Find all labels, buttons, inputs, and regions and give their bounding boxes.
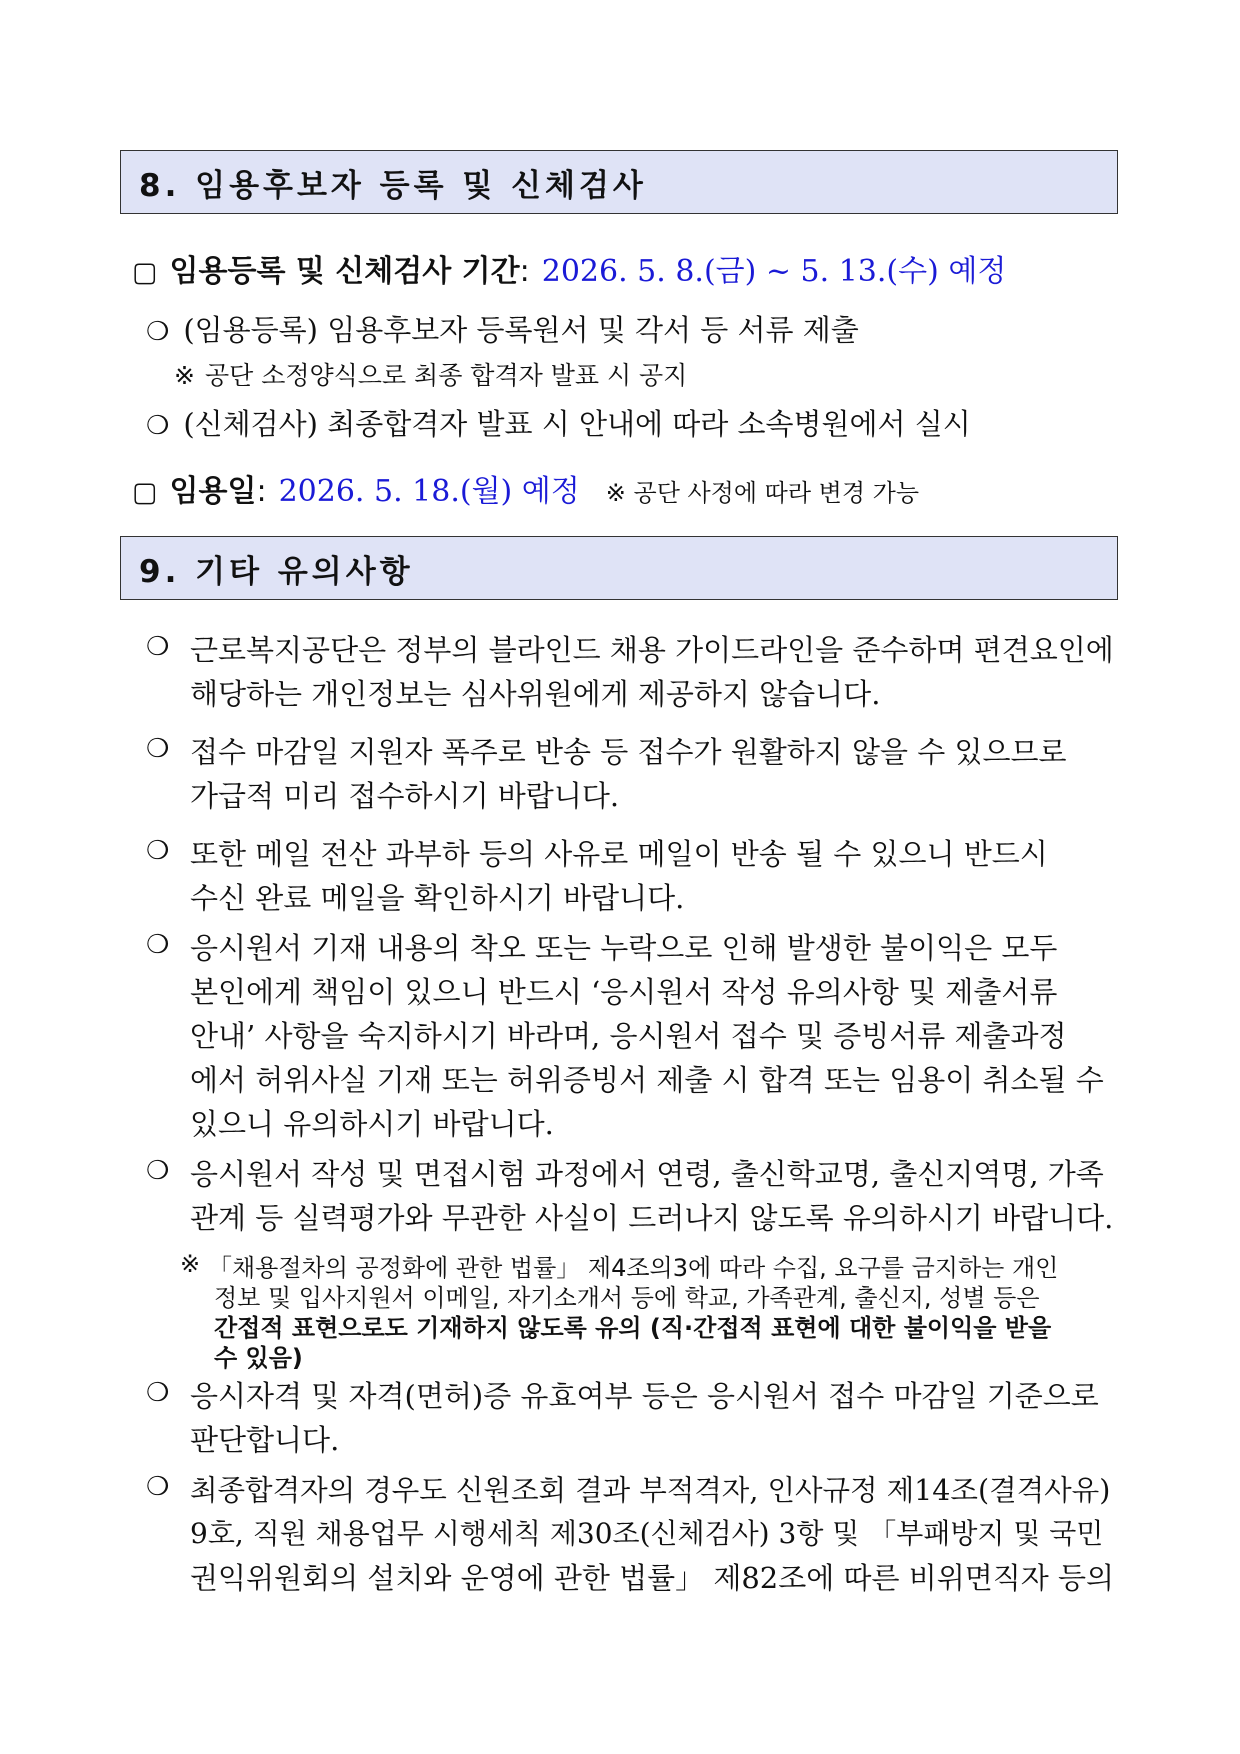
paragraph-4-line-5 — [190, 1102, 554, 1143]
appointment-line — [132, 466, 919, 510]
item-text: (임용등록) 임용후보자 등록원서 및 각서 등 서류 제출 — [183, 313, 859, 347]
text: 근로복지공단은 정부의 블라인드 채용 가이드라인을 준수하며 편견요인에 — [190, 633, 1114, 667]
circle-bullet-icon: ❍ — [146, 1378, 170, 1408]
paragraph-5-line-1 — [190, 1152, 1104, 1193]
text: 안내’ 사항을 숙지하시기 바라며, 응시원서 접수 및 증빙서류 제출과정 — [190, 1019, 1067, 1053]
appointment-value: 2026. 5. 18.(월) 예정 — [278, 474, 580, 509]
period-line — [132, 246, 1006, 290]
note-line-4 — [214, 1338, 303, 1373]
paragraph-2-line-1 — [190, 730, 1067, 771]
circle-bullet-icon: ❍ — [146, 1156, 170, 1186]
text: 정보 및 입사지원서 이메일, 자기소개서 등에 학교, 가족관계, 출신지, 성별 등은 — [214, 1284, 1040, 1312]
reference-mark-icon: ※ — [180, 1250, 201, 1278]
circle-bullet-icon: ❍ — [146, 734, 170, 764]
paragraph-6-line-2 — [190, 1418, 339, 1459]
paragraph-6-line-1 — [190, 1374, 1099, 1415]
text: 가급적 미리 접수하시기 바랍니다. — [190, 779, 620, 813]
text: 수신 완료 메일을 확인하시기 바랍니다. — [190, 881, 685, 915]
list-item — [146, 308, 859, 349]
text: 최종합격자의 경우도 신원조회 결과 부적격자, 인사규정 제14조(결격사유) — [190, 1474, 1111, 1507]
list-item — [146, 402, 971, 443]
text: 권익위원회의 설치와 운영에 관한 법률」 제82조에 따른 비위면직자 등의 — [190, 1561, 1115, 1595]
text: 에서 허위사실 기재 또는 허위증빙서 제출 시 합격 또는 임용이 취소될 수 — [190, 1063, 1104, 1097]
circle-bullet-icon: ❍ — [146, 632, 170, 662]
paragraph-4-line-3 — [190, 1014, 1067, 1055]
item-text: (신체검사) 최종합격자 발표 시 안내에 따라 소속병원에서 실시 — [183, 407, 971, 441]
appointment-label: 임용일 — [169, 474, 257, 509]
text: 또한 메일 전산 과부하 등의 사유로 메일이 반송 될 수 있으니 반드시 — [190, 837, 1048, 871]
text: 「채용절차의 공정화에 관한 법률」 제4조의3에 따라 수집, 요구를 금지하는 개인 — [208, 1254, 1059, 1282]
period-colon: : — [519, 254, 530, 289]
text: 응시원서 작성 및 면접시험 과정에서 연령, 출신학교명, 출신지역명, 가족 — [190, 1157, 1104, 1191]
paragraph-2-line-2 — [190, 774, 619, 815]
checkbox-square-icon: ▢ — [132, 477, 158, 508]
text: 본인에게 책임이 있으니 반드시 ‘응시원서 작성 유의사항 및 제출서류 — [190, 975, 1058, 1009]
circle-bullet-icon: ❍ — [146, 836, 170, 866]
section-8-title: 8. 임용후보자 등록 및 신체검사 — [139, 167, 647, 204]
period-value: 2026. 5. 8.(금) ~ 5. 13.(수) 예정 — [541, 254, 1007, 289]
circle-bullet-icon: ❍ — [146, 930, 170, 960]
section-9-header — [120, 536, 1118, 600]
paragraph-5-line-2 — [190, 1196, 1113, 1237]
circle-bullet-icon: ❍ — [146, 1472, 170, 1502]
note-line-3 — [214, 1308, 1051, 1343]
text: 관계 등 실력평가와 무관한 사실이 드러나지 않도록 유의하시기 바랍니다. — [190, 1201, 1114, 1235]
paragraph-4-line-1 — [190, 926, 1057, 967]
text: 응시원서 기재 내용의 착오 또는 누락으로 인해 발생한 불이익은 모두 — [190, 931, 1058, 965]
checkbox-square-icon: ▢ — [132, 257, 158, 288]
text: 9호, 직원 채용업무 시행세칙 제30조(신체검사) 3항 및 「부패방지 및 국민 — [190, 1517, 1104, 1550]
note-item — [174, 356, 687, 392]
paragraph-3-line-1 — [190, 832, 1048, 873]
text: 수 있음) — [214, 1344, 303, 1372]
text: 있으니 유의하시기 바랍니다. — [190, 1107, 554, 1141]
paragraph-1-line-2 — [190, 672, 880, 713]
section-9-title: 9. 기타 유의사항 — [139, 553, 414, 590]
text: 접수 마감일 지원자 폭주로 반송 등 접수가 원활하지 않을 수 있으므로 — [190, 735, 1067, 769]
text: 판단합니다. — [190, 1423, 340, 1457]
appointment-note: ※ 공단 사정에 따라 변경 가능 — [605, 479, 920, 507]
paragraph-7-line-3 — [190, 1556, 1114, 1597]
paragraph-1-line-1 — [190, 628, 1114, 669]
paragraph-7-line-1 — [190, 1468, 1110, 1509]
appointment-colon: : — [256, 474, 267, 509]
paragraph-4-line-2 — [190, 970, 1057, 1011]
section-8-header — [120, 150, 1118, 214]
text: 해당하는 개인정보는 심사위원에게 제공하지 않습니다. — [190, 677, 881, 711]
paragraph-4-line-4 — [190, 1058, 1104, 1099]
text: 응시자격 및 자격(면허)증 유효여부 등은 응시원서 접수 마감일 기준으로 — [190, 1379, 1099, 1413]
circle-bullet-icon: ❍ — [146, 317, 170, 347]
paragraph-7-line-2 — [190, 1512, 1103, 1552]
note-text: 공단 소정양식으로 최종 합격자 발표 시 공지 — [204, 361, 688, 390]
circle-bullet-icon: ❍ — [146, 411, 170, 441]
period-label: 임용등록 및 신체검사 기간 — [169, 254, 520, 289]
paragraph-3-line-2 — [190, 876, 684, 917]
text: 간접적 표현으로도 기재하지 않도록 유의 (직·간접적 표현에 대한 불이익을 받을 — [214, 1314, 1052, 1342]
reference-mark-icon: ※ — [174, 361, 195, 390]
